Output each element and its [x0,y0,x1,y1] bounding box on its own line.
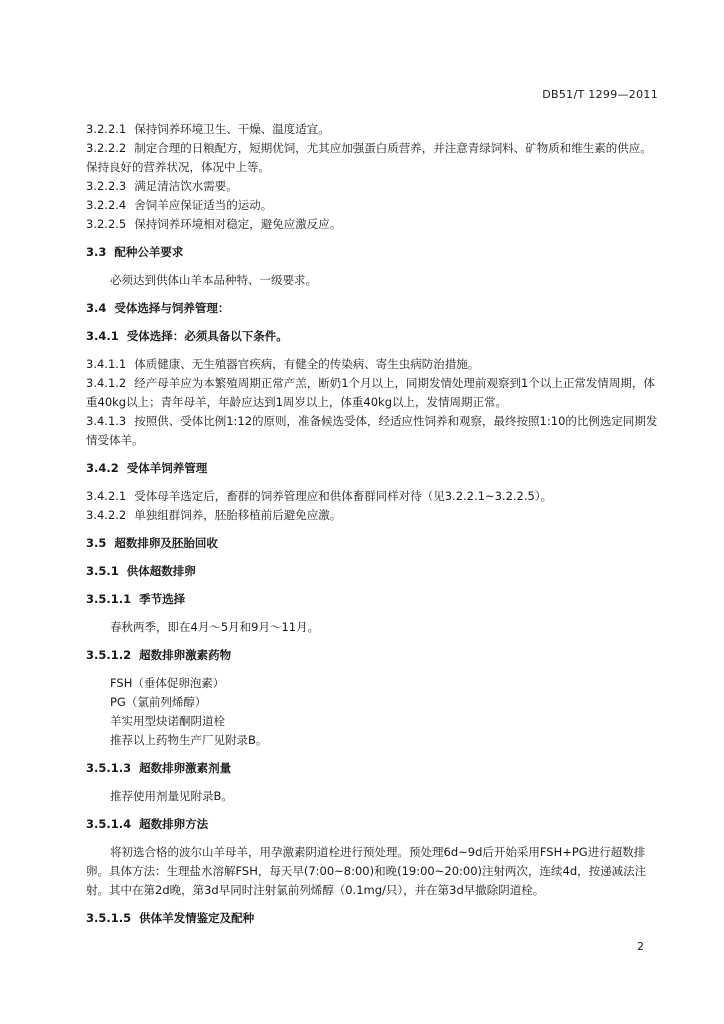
heading-text: 受体羊饲养管理 [126,461,208,475]
clause-text: 保持饲养环境卫生、干燥、温度适宜。 [134,122,330,136]
heading-number: 3.5.1 [86,564,119,578]
clause-3-4-1-1 [86,355,658,374]
clause-number: 3.4.1.1 [86,357,127,371]
clause-3-2-2-5 [86,215,658,234]
heading-text: 受体选择与饲养管理： [114,301,230,315]
paragraph: 春秋两季，即在4月～5月和9月～11月。 [110,620,320,634]
clause-number: 3.2.2.2 [86,141,127,155]
clause-text: 体质健康、无生殖器官疾病，有健全的传染病、寄生虫病防治措施。 [134,357,480,371]
clause-number: 3.4.2.2 [86,508,127,522]
paragraph: 推荐以上药物生产厂见附录B。 [110,733,268,747]
heading-3-5-1-4 [86,815,658,834]
paragraph: 必须达到供体山羊本品种特、一级要求。 [110,273,317,287]
paragraph: 推荐使用剂量见附录B。 [110,789,233,803]
heading-text: 配种公羊要求 [114,245,184,259]
standard-code-header: DB51/T 1299—2011 [542,88,658,101]
heading-3-5-1 [86,562,658,581]
heading-text: 超数排卵及胚胎回收 [114,536,218,550]
heading-3-5-1-1 [86,590,658,609]
heading-3-5 [86,534,658,553]
clause-text: 制定合理的日粮配方，短期优饲，尤其应加强蛋白质营养，并注意青绿饲料、矿物质和维生素的供应。保持良好的营养状况，体况中上等。 [86,141,652,174]
clause-number: 3.4.1.3 [86,414,127,428]
clause-text: 按照供、受体比例1:12的原则，准备候选受体，经适应性饲养和观察，最终按照1:10的比例选定同期发情受体羊。 [86,414,658,447]
heading-number: 3.5 [86,536,107,550]
heading-3-4-1 [86,327,658,346]
heading-text: 超数排卵激素药物 [139,648,232,662]
clause-3-4-1-2 [86,374,658,412]
heading-text: 季节选择 [139,592,186,606]
heading-text: 供体羊发情鉴定及配种 [139,911,255,925]
heading-text: 供体超数排卵 [126,564,196,578]
clause-3-4-1-3 [86,412,658,450]
heading-number: 3.4.1 [86,329,119,343]
heading-3-4-2 [86,459,658,478]
clause-text: 受体母羊选定后，畜群的饲养管理应和供体畜群同样对待（见3.2.2.1~3.2.2.5）。 [134,489,553,503]
clause-number: 3.2.2.3 [86,179,127,193]
clause-number: 3.2.2.4 [86,198,127,212]
clause-3-2-2-3 [86,177,658,196]
drug-item: PG（氯前列烯醇） [110,695,207,709]
heading-3-4 [86,299,658,318]
clause-text: 经产母羊应为本繁殖周期正常产羔，断奶1个月以上，同期发情处理前观察到1个以上正常发情周期，体重40kg以上；青年母羊，年龄应达到1周岁以上，体重40kg以上，发情周期正常。 [86,376,655,409]
page-number: 2 [637,940,644,953]
clause-3-2-2-4 [86,196,658,215]
drug-item: 羊实用型炔诺酮阴道栓 [110,714,225,728]
clause-3-4-2-1 [86,487,658,506]
heading-text: 超数排卵激素剂量 [139,761,232,775]
heading-number: 3.5.1.5 [86,911,132,925]
clause-number: 3.4.1.2 [86,376,127,390]
clause-text: 满足清洁饮水需要。 [134,179,238,193]
clause-number: 3.2.2.5 [86,217,127,231]
heading-number: 3.5.1.3 [86,761,132,775]
clause-3-4-2-2 [86,506,658,525]
clause-text: 舍饲羊应保证适当的运动。 [134,198,273,212]
clause-3-2-2-2 [86,139,658,177]
heading-number: 3.5.1.2 [86,648,132,662]
clause-text: 单独组群饲养，胚胎移植前后避免应激。 [134,508,342,522]
heading-number: 3.5.1.4 [86,817,132,831]
document-body [86,120,658,928]
drug-item: FSH（垂体促卵泡素） [110,676,225,690]
heading-3-5-1-5 [86,909,658,928]
paragraph: 将初选合格的波尔山羊母羊，用孕激素阴道栓进行预处理。预处理6d~9d后开始采用FSH+PG进行超数排卵。具体方法：生理盐水溶解FSH，每天早(7:00~8:00)和晚(19:00~20:00)注射两次，连续4d，按递减法注射。其中在第2d晚，第3d早同时注射氯前列烯醇（0.1mg/只），并在第3d早撤除阴道栓。 [86,845,647,897]
heading-number: 3.4 [86,301,107,315]
heading-3-3 [86,243,658,262]
clause-text: 保持饲养环境相对稳定，避免应激反应。 [134,217,342,231]
heading-number: 3.3 [86,245,107,259]
heading-number: 3.4.2 [86,461,119,475]
clause-number: 3.4.2.1 [86,489,127,503]
heading-text: 受体选择：必须具备以下条件。 [126,329,288,343]
clause-3-2-2-1 [86,120,658,139]
clause-number: 3.2.2.1 [86,122,127,136]
heading-number: 3.5.1.1 [86,592,132,606]
heading-3-5-1-2 [86,646,658,665]
heading-3-5-1-3 [86,759,658,778]
heading-text: 超数排卵方法 [139,817,209,831]
